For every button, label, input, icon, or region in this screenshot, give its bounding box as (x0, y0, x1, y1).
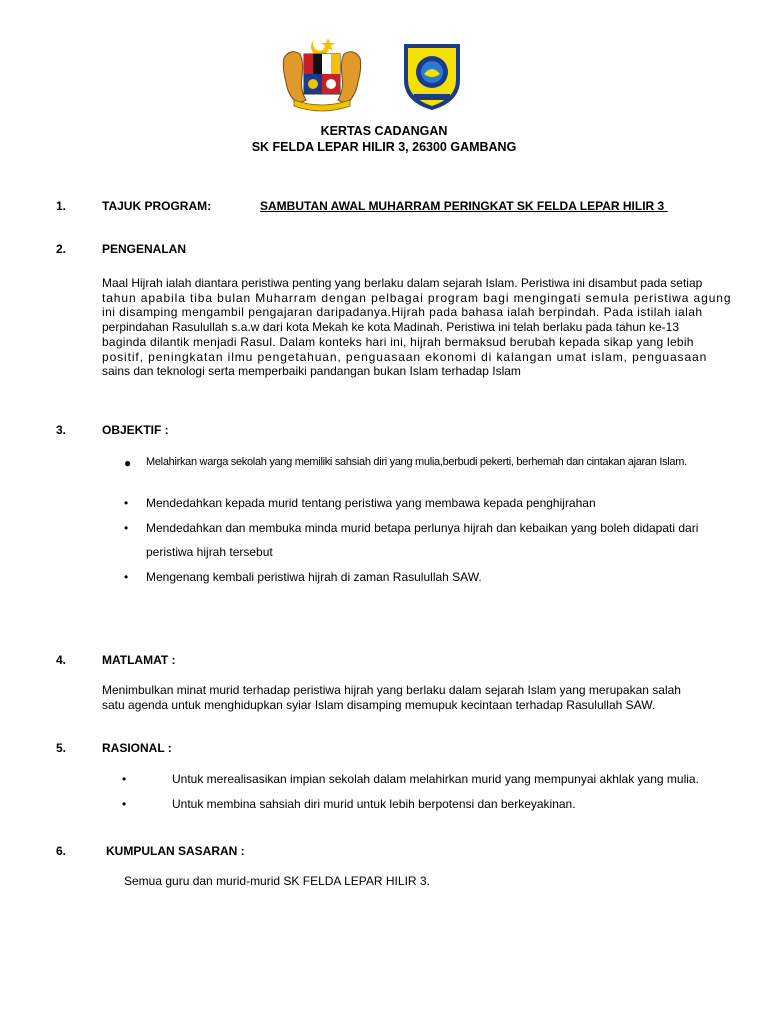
document-title: KERTAS CADANGAN (320, 124, 448, 138)
bullet-icon: • (124, 521, 129, 535)
paragraph-line: baginda dilantik menjadi Rasul. Dalam konteks hari ini, hijrah bermaksud berubah kepada sikap yang lebih (102, 334, 694, 349)
objective-text: Mendedahkan dan membuka minda murid betapa perlunya hijrah dan kebaikan yang boleh didapati dari peristiwa hijrah tersebut (146, 521, 699, 559)
bullet-icon: • (122, 797, 127, 811)
objective-text: Melahirkan warga sekolah yang memiliki sahsiah diri yang mulia,berbudi pekerti, berhemah dan cintakan ajaran Islam. (146, 456, 687, 468)
section-1-number: 1. (56, 199, 67, 213)
section-2-heading: PENGENALAN (102, 242, 187, 256)
section-4-number: 4. (56, 653, 67, 667)
bullet-icon: • (124, 496, 129, 510)
objective-text: Mendedahkan kepada murid tentang peristiwa yang membawa kepada penghijrahan (146, 496, 596, 510)
section-2-number: 2. (56, 242, 67, 256)
paragraph-line: Maal Hijrah ialah diantara peristiwa penting yang berlaku dalam sejarah Islam. Peristiwa ini disambut pada setiap (102, 276, 703, 290)
target-group-text: Semua guru dan murid-murid SK FELDA LEPAR HILIR 3. (124, 874, 430, 888)
objective-text: Mengenang kembali peristiwa hijrah di zaman Rasulullah SAW. (146, 570, 482, 584)
bullet-icon: ● (124, 456, 132, 470)
section-3-number: 3. (56, 423, 67, 437)
rationale-text: Untuk merealisasikan impian sekolah dalam melahirkan murid yang mempunyai akhlak yang mulia. (172, 772, 699, 786)
paragraph-line: satu agenda untuk menghidupkan syiar Islam disamping memupuk kecintaan terhadap Rasulullah SAW. (102, 697, 656, 712)
header-logos (280, 36, 500, 116)
paragraph-line: tahun apabila tiba bulan Muharram dengan pelbagai program bagi mengingati semula peristiwa agung (102, 290, 732, 305)
paragraph-line: Menimbulkan minat murid terhadap peristiwa hijrah yang berlaku dalam sejarah Islam yang merupakan salah (102, 683, 681, 697)
bullet-icon: • (124, 570, 129, 584)
bullet-icon: • (122, 772, 127, 786)
section-3-heading: OBJEKTIF : (102, 423, 169, 437)
school-address: SK FELDA LEPAR HILIR 3, 26300 GAMBANG (251, 140, 517, 154)
section-4-heading: MATLAMAT : (102, 653, 176, 667)
section-6-number: 6. (56, 844, 67, 858)
paragraph-line: ini disamping mengambil pengajaran daripadanya.Hijrah pada bahasa ialah berpindah. Pada istilah ialah (102, 305, 703, 320)
paragraph-line: perpindahan Rasulullah s.a.w dari kota Mekah ke kota Madinah. Peristiwa ini telah berlaku pada tahun ke-13 (102, 320, 680, 335)
malaysia-coat-of-arms-icon (280, 36, 364, 112)
section-6-heading: KUMPULAN SASARAN : (106, 844, 245, 858)
intro-paragraph (102, 276, 734, 379)
paragraph-line: sains dan teknologi serta memperbaiki pandangan bukan Islam terhadap Islam (102, 364, 521, 379)
program-title: SAMBUTAN AWAL MUHARRAM PERINGKAT SK FELDA LEPAR HILIR 3 (260, 199, 668, 213)
school-badge-icon (400, 40, 464, 112)
rationale-text: Untuk membina sahsiah diri murid untuk lebih berpotensi dan berkeyakinan. (172, 797, 576, 811)
section-5-heading: RASIONAL : (102, 741, 172, 755)
section-1-heading: TAJUK PROGRAM: (102, 199, 212, 213)
paragraph-line: positif, peningkatan ilmu pengetahuan, penguasaan ekonomi di kalangan umat islam, penguasaan (102, 349, 708, 364)
section-5-number: 5. (56, 741, 67, 755)
goal-paragraph (102, 683, 734, 712)
